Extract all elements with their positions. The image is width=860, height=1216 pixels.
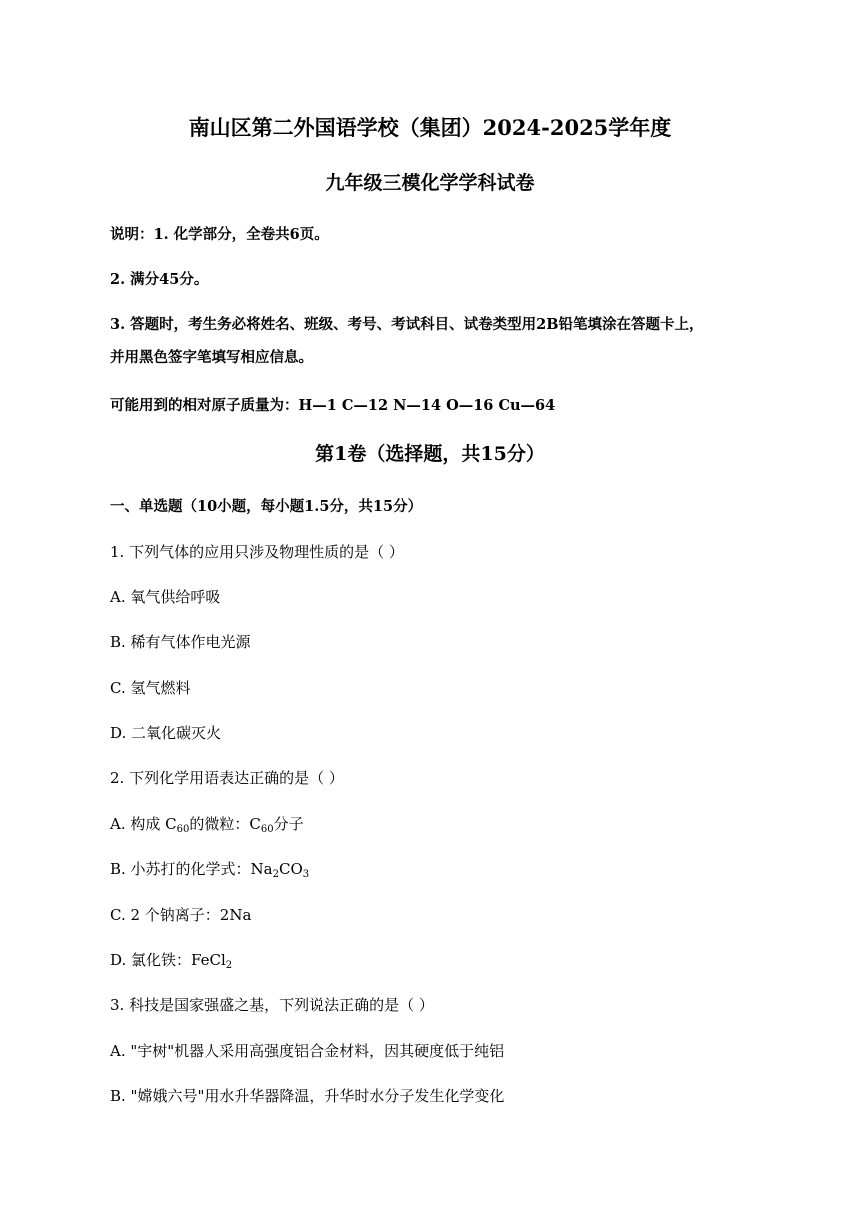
note-answer-instructions: 3. 答题时，考生务必将姓名、班级、考号、考试科目、试卷类型用2B铅笔填涂在答题卡上， (110, 316, 704, 333)
question-1-option-b: B. 稀有气体作电光源 (110, 633, 251, 651)
note-score: 2. 满分45分。 (110, 271, 209, 288)
question-3-stem: 3. 科技是国家强盛之基，下列说法正确的是（ ） (110, 996, 434, 1014)
question-3-option-a: A. "宇树"机器人采用高强度铝合金材料，因其硬度低于纯铝 (110, 1042, 505, 1060)
question-2-option-b: B. 小苏打的化学式：$Na_2CO_3$ (110, 860, 310, 880)
exam-title: 南山区第二外国语学校（集团）2024-2025学年度 (188, 115, 672, 140)
question-1-option-a: A. 氧气供给呼吸 (110, 588, 221, 606)
question-2-option-c: C. 2 个钠离子：2Na (110, 906, 252, 924)
question-1-stem: 1. 下列气体的应用只涉及物理性质的是（ ） (110, 543, 404, 561)
question-2-option-a: A. 构成 $C_{60}$的微粒：$C_{60}$分子 (110, 815, 304, 835)
question-2-option-d: D. 氯化铁：FeCl$_2$ (110, 951, 233, 971)
question-1-option-c: C. 氢气燃料 (110, 679, 191, 697)
exam-subtitle: 九年级三模化学学科试卷 (325, 172, 535, 194)
part-heading: 一、单选题（10小题，每小题1.5分，共15分） (110, 498, 423, 515)
section-title: 第1卷（选择题，共15分） (315, 443, 545, 465)
atomic-masses: 可能用到的相对原子质量为：H—1 C—12 N—14 O—16 Cu—64 (110, 397, 556, 414)
question-1-option-d: D. 二氧化碳灭火 (110, 724, 222, 742)
note-answer-instructions-cont: 并用黑色签字笔填写相应信息。 (110, 349, 313, 366)
question-2-stem: 2. 下列化学用语表达正确的是（ ） (110, 769, 344, 787)
note-pages: 说明：1. 化学部分，全卷共6页。 (110, 226, 329, 243)
question-3-option-b: B. "嫦娥六号"用水升华器降温，升华时水分子发生化学变化 (110, 1087, 505, 1105)
